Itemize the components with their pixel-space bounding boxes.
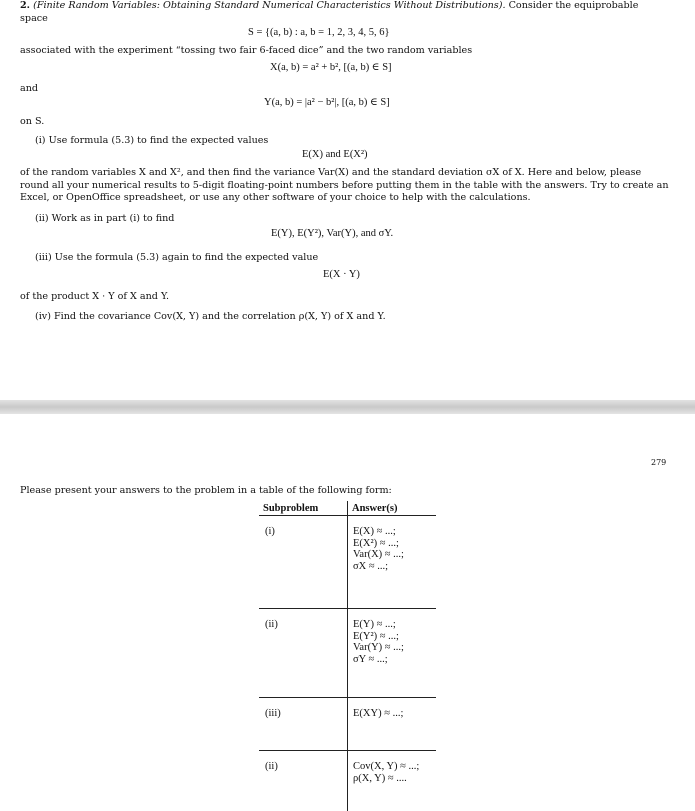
part-iii-equation: E(X · Y) xyxy=(323,269,360,280)
part-i-equation: E(X) and E(X²) xyxy=(302,149,368,160)
answer-line: σY ≈ ...; xyxy=(353,654,436,666)
subproblem-label: (ii) xyxy=(265,751,347,811)
subproblem-label: (ii) xyxy=(265,609,347,697)
intro-line-2: space xyxy=(20,13,48,24)
answer-line: Var(X) ≈ ...; xyxy=(353,549,436,561)
part-iv-text: (iv) Find the covariance Cov(X, Y) and the correlation ρ(X, Y) of X and Y. xyxy=(35,311,386,322)
answer-line: E(Y²) ≈ ...; xyxy=(353,631,436,643)
part-i-intro: (i) Use formula (5.3) to find the expected values xyxy=(35,135,268,146)
part-i-body-3: Excel, or OpenOffice spreadsheet, or use any other software of your choice to help with the calculations. xyxy=(20,192,531,203)
answer-line: ρ(X, Y) ≈ .... xyxy=(353,773,436,785)
part-i-body-2: round all your numerical results to 5-digit floating-point numbers before putting them in the table with the answers. Try to create an xyxy=(20,180,669,191)
answer-line: σX ≈ ...; xyxy=(353,561,436,573)
table-header-row xyxy=(259,501,436,516)
part-iii-tail: of the product X · Y of X and Y. xyxy=(20,291,169,302)
problem-heading xyxy=(20,0,638,11)
table-row xyxy=(259,698,436,751)
table-row xyxy=(259,751,436,811)
subproblem-label: (i) xyxy=(265,516,347,608)
part-ii-equation: E(Y), E(Y²), Var(Y), and σY. xyxy=(271,228,393,239)
header-subproblem: Subproblem xyxy=(259,501,348,516)
on-s-text: on S. xyxy=(20,116,44,127)
answer-line: Cov(X, Y) ≈ ...; xyxy=(353,761,436,773)
problem-title: (Finite Random Variables: Obtaining Standard Numerical Characteristics Without Distributions). xyxy=(33,0,505,11)
part-ii-intro: (ii) Work as in part (i) to find xyxy=(35,213,174,224)
page-number: 279 xyxy=(651,458,666,467)
table-row xyxy=(259,609,436,698)
y-definition: Y(a, b) = |a² − b²|, [(a, b) ∈ S] xyxy=(264,96,390,108)
answer-line: E(X) ≈ ...; xyxy=(353,526,436,538)
part-iii-intro: (iii) Use the formula (5.3) again to find the expected value xyxy=(35,252,318,263)
page-separator xyxy=(0,400,695,414)
subproblem-label: (iii) xyxy=(265,698,347,750)
table-instruction: Please present your answers to the problem in a table of the following form: xyxy=(20,485,392,496)
part-i-body-1: of the random variables X and X², and then find the variance Var(X) and the standard deviation σX of X. Here and below, please xyxy=(20,167,641,178)
answer-line: E(Y) ≈ ...; xyxy=(353,619,436,631)
sample-space-equation: S = {(a, b) : a, b = 1, 2, 3, 4, 5, 6} xyxy=(248,27,390,38)
answers-table xyxy=(259,501,436,811)
table-row xyxy=(259,516,436,609)
answer-line: E(X²) ≈ ...; xyxy=(353,538,436,550)
answer-line: E(XY) ≈ ...; xyxy=(353,708,436,720)
header-answers: Answer(s) xyxy=(348,501,437,516)
and-text: and xyxy=(20,83,38,94)
intro-tail: Consider the equiprobable xyxy=(509,0,639,11)
x-definition: X(a, b) = a² + b², [(a, b) ∈ S] xyxy=(270,61,392,73)
associated-text: associated with the experiment “tossing two fair 6-faced dice” and the two random variables xyxy=(20,45,472,56)
problem-number: 2. xyxy=(20,0,30,11)
answer-line: Var(Y) ≈ ...; xyxy=(353,642,436,654)
